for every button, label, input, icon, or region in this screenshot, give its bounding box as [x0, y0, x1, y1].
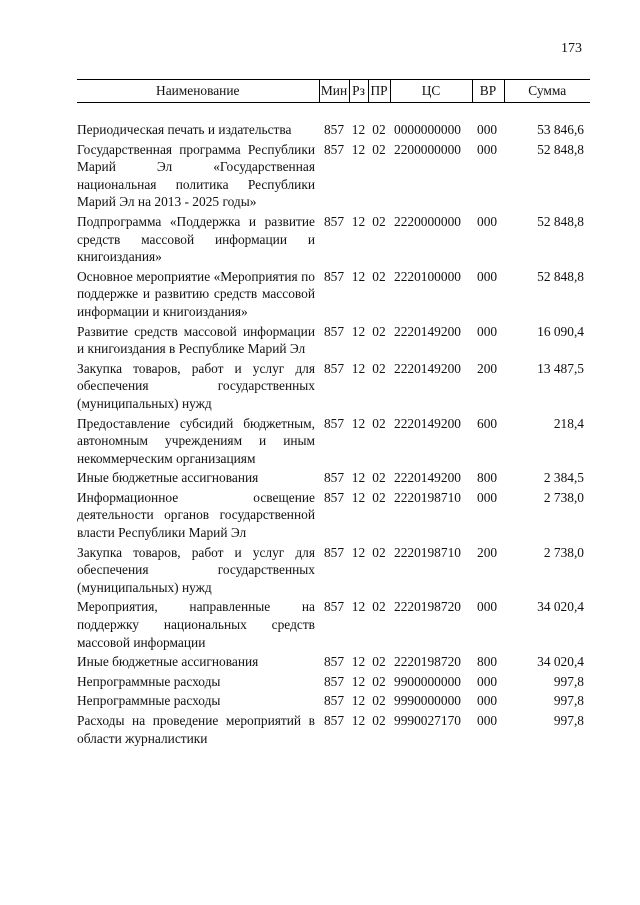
row-vr: 800: [477, 470, 498, 486]
row-vr: 200: [477, 544, 498, 560]
row-rz: 12: [351, 323, 366, 339]
row-sum: 34 020,4: [537, 654, 584, 670]
table-spacer: [77, 103, 590, 122]
row-cs: 2220198710: [394, 489, 461, 505]
row-pr: 02: [372, 693, 386, 709]
row-min: 857: [323, 415, 345, 431]
row-name: Закупка товаров, работ и услуг для обеспечения государственных (муниципальных) нужд: [77, 360, 315, 411]
row-vr: 000: [477, 141, 498, 157]
header-name: Наименование: [77, 80, 319, 103]
row-vr: 000: [477, 122, 498, 137]
row-pr: 02: [372, 654, 386, 670]
row-cs: 2220149200: [394, 415, 461, 431]
row-cs: 0000000000: [394, 122, 461, 137]
row-vr: 000: [477, 713, 498, 728]
row-min: 857: [323, 693, 345, 709]
row-cs: 9900000000: [394, 673, 461, 689]
table-row: [77, 141, 590, 213]
row-rz: 12: [351, 213, 366, 229]
budget-table-container: [77, 79, 590, 749]
row-vr: 000: [477, 489, 498, 505]
row-sum: 34 020,4: [537, 599, 584, 615]
row-sum: 2 738,0: [543, 544, 584, 560]
row-rz: 12: [351, 544, 366, 560]
header-sum: Сумма: [504, 80, 590, 103]
row-cs: 2220149200: [394, 360, 461, 376]
row-cs: 2220198720: [394, 599, 461, 615]
header-vr: ВР: [472, 80, 504, 103]
table-row: [77, 323, 590, 360]
row-name: Основное мероприятие «Мероприятия по поддержке и развитию средств массовой информации и книгоиздания»: [77, 268, 315, 319]
row-vr: 000: [477, 323, 498, 339]
table-row: [77, 544, 590, 599]
table-body: [77, 103, 590, 750]
row-pr: 02: [372, 323, 386, 339]
row-rz: 12: [351, 489, 366, 505]
row-pr: 02: [372, 415, 386, 431]
row-min: 857: [323, 323, 345, 339]
row-vr: 000: [477, 213, 498, 229]
row-pr: 02: [372, 489, 386, 505]
row-pr: 02: [372, 213, 386, 229]
row-pr: 02: [372, 673, 386, 689]
row-name: Подпрограмма «Поддержка и развитие средств массовой информации и книгоиздания»: [77, 213, 315, 265]
row-rz: 12: [351, 470, 366, 486]
row-cs: 2220100000: [394, 268, 461, 284]
row-name: Закупка товаров, работ и услуг для обеспечения государственных (муниципальных) нужд: [77, 544, 315, 595]
row-vr: 000: [477, 268, 498, 284]
row-sum: 16 090,4: [537, 323, 584, 339]
row-min: 857: [323, 122, 345, 137]
table-row: [77, 469, 590, 489]
row-rz: 12: [351, 693, 366, 709]
row-pr: 02: [372, 599, 386, 615]
row-min: 857: [323, 470, 345, 486]
row-cs: 9990027170: [394, 713, 461, 728]
row-pr: 02: [372, 544, 386, 560]
row-pr: 02: [372, 122, 386, 137]
row-pr: 02: [372, 360, 386, 376]
table-row: [77, 489, 590, 544]
table-row: [77, 692, 590, 712]
row-cs: 9990000000: [394, 693, 461, 709]
row-name: Непрограммные расходы: [77, 673, 221, 689]
header-cs: ЦС: [390, 80, 472, 103]
row-name: Мероприятия, направленные на поддержку национальных средств массовой информации: [77, 599, 315, 650]
row-min: 857: [323, 360, 345, 376]
row-vr: 800: [477, 654, 498, 670]
row-rz: 12: [351, 141, 366, 157]
table-header-row: [77, 80, 590, 103]
row-sum: 52 848,8: [537, 213, 584, 229]
row-cs: 2200000000: [394, 141, 461, 157]
row-min: 857: [323, 599, 345, 615]
row-cs: 2220198710: [394, 544, 461, 560]
row-rz: 12: [351, 122, 366, 137]
table-row: [77, 673, 590, 693]
row-min: 857: [323, 268, 345, 284]
table-row: [77, 121, 590, 141]
row-name: Информационное освещение деятельности органов государственной власти Республики Марий Эл: [77, 489, 315, 541]
page-number: 173: [561, 41, 582, 56]
row-vr: 000: [477, 673, 498, 689]
row-sum: 53 846,6: [537, 122, 584, 137]
row-sum: 997,8: [553, 713, 584, 728]
table-row: [77, 268, 590, 323]
row-vr: 000: [477, 693, 498, 709]
row-sum: 2 384,5: [543, 470, 584, 486]
table-row: [77, 712, 590, 749]
row-sum: 52 848,8: [537, 141, 584, 157]
table-row: [77, 598, 590, 653]
row-rz: 12: [351, 268, 366, 284]
row-cs: 2220149200: [394, 470, 461, 486]
row-min: 857: [323, 544, 345, 560]
row-name: Периодическая печать и издательства: [77, 122, 292, 137]
row-name: Иные бюджетные ассигнования: [77, 470, 259, 486]
row-rz: 12: [351, 360, 366, 376]
row-min: 857: [323, 673, 345, 689]
row-vr: 000: [477, 599, 498, 615]
row-sum: 997,8: [553, 673, 584, 689]
row-name: Иные бюджетные ассигнования: [77, 654, 259, 670]
row-name: Развитие средств массовой информации и книгоиздания в Республике Марий Эл: [77, 323, 315, 357]
row-rz: 12: [351, 599, 366, 615]
table-row: [77, 415, 590, 470]
header-min: Мин: [319, 80, 349, 103]
row-name: Предоставление субсидий бюджетным, автономным учреждениям и иным некоммерческим организациям: [77, 415, 315, 466]
table-row: [77, 360, 590, 415]
row-rz: 12: [351, 654, 366, 670]
row-vr: 600: [477, 415, 498, 431]
row-min: 857: [323, 654, 345, 670]
row-pr: 02: [372, 268, 386, 284]
row-min: 857: [323, 213, 345, 229]
row-rz: 12: [351, 673, 366, 689]
row-rz: 12: [351, 713, 366, 728]
row-sum: 997,8: [553, 693, 584, 709]
row-name: Расходы на проведение мероприятий в области журналистики: [77, 713, 315, 746]
row-rz: 12: [351, 415, 366, 431]
row-cs: 2220000000: [394, 213, 461, 229]
row-name: Непрограммные расходы: [77, 693, 221, 709]
row-min: 857: [323, 713, 345, 728]
row-sum: 218,4: [553, 415, 584, 431]
row-cs: 2220198720: [394, 654, 461, 670]
row-pr: 02: [372, 470, 386, 486]
budget-table: [77, 79, 590, 749]
row-sum: 13 487,5: [537, 360, 584, 376]
row-sum: 2 738,0: [543, 489, 584, 505]
table-row: [77, 653, 590, 673]
header-pr: ПР: [368, 80, 390, 103]
row-pr: 02: [372, 141, 386, 157]
row-pr: 02: [372, 713, 386, 728]
table-row: [77, 213, 590, 268]
row-min: 857: [323, 141, 345, 157]
row-name: Государственная программа Республики Марий Эл «Государственная национальная политика Республики Марий Эл на 2013 - 2025 годы»: [77, 141, 315, 210]
row-sum: 52 848,8: [537, 268, 584, 284]
row-cs: 2220149200: [394, 323, 461, 339]
row-vr: 200: [477, 360, 498, 376]
row-min: 857: [323, 489, 345, 505]
header-rz: Рз: [349, 80, 368, 103]
